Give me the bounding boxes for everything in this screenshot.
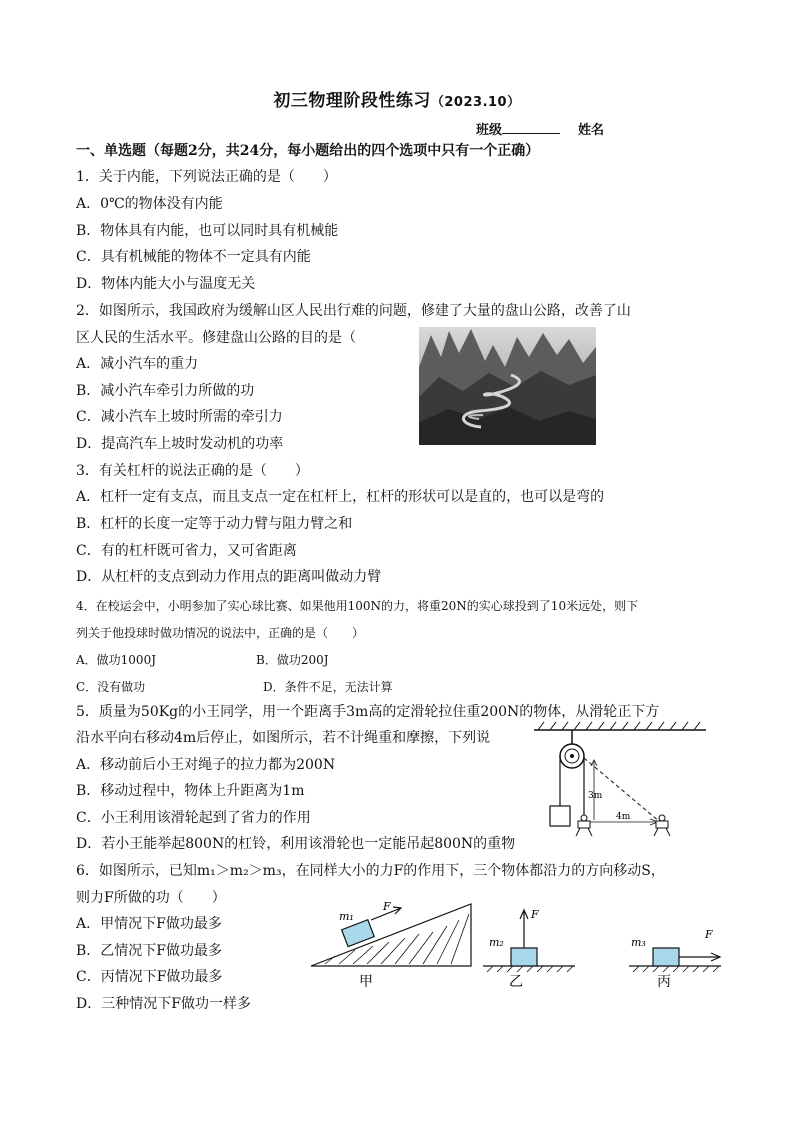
label-f3: F <box>705 928 713 941</box>
q3-option-b: B．杠杆的长度一定等于动力臂与阻力臂之和 <box>76 516 353 532</box>
class-label: 班级 <box>476 123 503 138</box>
q6-option-a: A．甲情况下F做功最多 <box>76 916 222 932</box>
label-f1: F <box>383 900 391 913</box>
q3-option-c: C．有的杠杆既可省力，又可省距离 <box>76 543 297 559</box>
caption-jia: 甲 <box>359 974 373 990</box>
block-m3 <box>653 948 679 966</box>
question-6-stem-line1: 6．如图所示，已知m₁＞m₂＞m₃，在同样大小的力F的作用下，三个物体都沿力的方向移动S， <box>76 863 665 879</box>
q1-option-d: D．物体内能大小与温度无关 <box>76 276 256 292</box>
label-m2: m₂ <box>489 936 504 949</box>
question-5-stem-line2: 沿水平向右移动4m后停止，如图所示，若不计绳重和摩擦，下列说 <box>76 730 491 746</box>
page-title: 初三物理阶段性练习（2023.10） <box>273 91 521 111</box>
question-2-stem-line1: 2．如图所示，我国政府为缓解山区人民出行难的问题，修建了大量的盘山公路，改善了山 <box>76 303 631 319</box>
q6-option-b: B．乙情况下F做功最多 <box>76 943 223 959</box>
pulley-diagram <box>530 718 710 856</box>
q2-option-d: D．提高汽车上坡时发动机的功率 <box>76 436 284 452</box>
student-info <box>476 119 604 138</box>
case-jia <box>311 900 471 990</box>
q2-option-a: A．减小汽车的重力 <box>76 356 199 372</box>
q1-option-a: A．0℃的物体没有内能 <box>76 196 223 212</box>
case-yi <box>483 908 575 990</box>
label-m1: m₁ <box>339 910 354 923</box>
height-label: 3m <box>588 791 603 801</box>
q2-option-b: B．减小汽车牵引力所做的功 <box>76 383 255 399</box>
hanging-block <box>550 806 570 826</box>
question-4-stem-line2: 列关于他投球时做功情况的说法中，正确的是（ ） <box>76 626 365 640</box>
label-m3: m₃ <box>631 936 646 949</box>
class-field[interactable] <box>502 121 560 134</box>
label-f2: F <box>531 908 539 921</box>
q1-option-b: B．物体具有内能，也可以同时具有机械能 <box>76 223 339 239</box>
q3-option-a: A．杠杆一定有支点，而且支点一定在杠杆上，杠杆的形状可以是直的，也可以是弯的 <box>76 489 605 505</box>
case-bing <box>629 928 721 990</box>
question-5-stem-line1: 5．质量为50Kg的小王同学，用一个距离手3m高的定滑轮拉住重200N的物体，从滑轮正下方 <box>76 704 660 720</box>
q1-option-c: C．具有机械能的物体不一定具有内能 <box>76 249 311 265</box>
block-m2 <box>511 948 537 966</box>
q4-option-a: A．做功1000J <box>76 653 157 667</box>
block-m1 <box>342 920 375 947</box>
name-label: 姓名 <box>578 123 605 138</box>
question-1-stem: 1．关于内能，下列说法正确的是（ ） <box>76 169 337 185</box>
force-cases-diagram <box>305 898 730 994</box>
caption-bing: 丙 <box>657 974 671 990</box>
q2-option-c: C．减小汽车上坡时所需的牵引力 <box>76 409 283 425</box>
mountain-road-photo <box>419 327 596 445</box>
q5-option-c: C．小王利用该滑轮起到了省力的作用 <box>76 810 311 826</box>
distance-label: 4m <box>616 812 631 822</box>
section-heading: 一、单选题（每题2分，共24分，每小题给出的四个选项中只有一个正确） <box>76 143 540 159</box>
person-start <box>576 815 592 836</box>
q4-option-d: D．条件不足，无法计算 <box>263 680 393 694</box>
q3-option-d: D．从杠杆的支点到动力作用点的距离叫做动力臂 <box>76 569 382 585</box>
q5-option-a: A．移动前后小王对绳子的拉力都为200N <box>76 757 336 773</box>
person-end <box>654 815 670 836</box>
question-3-stem: 3．有关杠杆的说法正确的是（ ） <box>76 463 309 479</box>
caption-yi: 乙 <box>509 974 523 990</box>
q6-option-c: C．丙情况下F做功最多 <box>76 969 223 985</box>
q4-option-b: B．做功200J <box>256 653 329 667</box>
q6-option-d: D．三种情况下F做功一样多 <box>76 996 251 1012</box>
q5-option-d: D．若小王能举起800N的杠铃，利用该滑轮也一定能吊起800N的重物 <box>76 836 516 852</box>
question-6-stem-line2: 则力F所做的功（ ） <box>76 890 226 906</box>
question-2-stem-line2: 区人民的生活水平。修建盘山公路的目的是（ <box>76 330 356 346</box>
question-4-stem-line1: 4．在校运会中，小明参加了实心球比赛、如果他用100N的力，将重20N的实心球投到了10米远处，则下 <box>76 599 639 613</box>
q4-option-c: C．没有做功 <box>76 680 146 694</box>
q5-option-b: B．移动过程中，物体上升距离为1m <box>76 783 305 799</box>
